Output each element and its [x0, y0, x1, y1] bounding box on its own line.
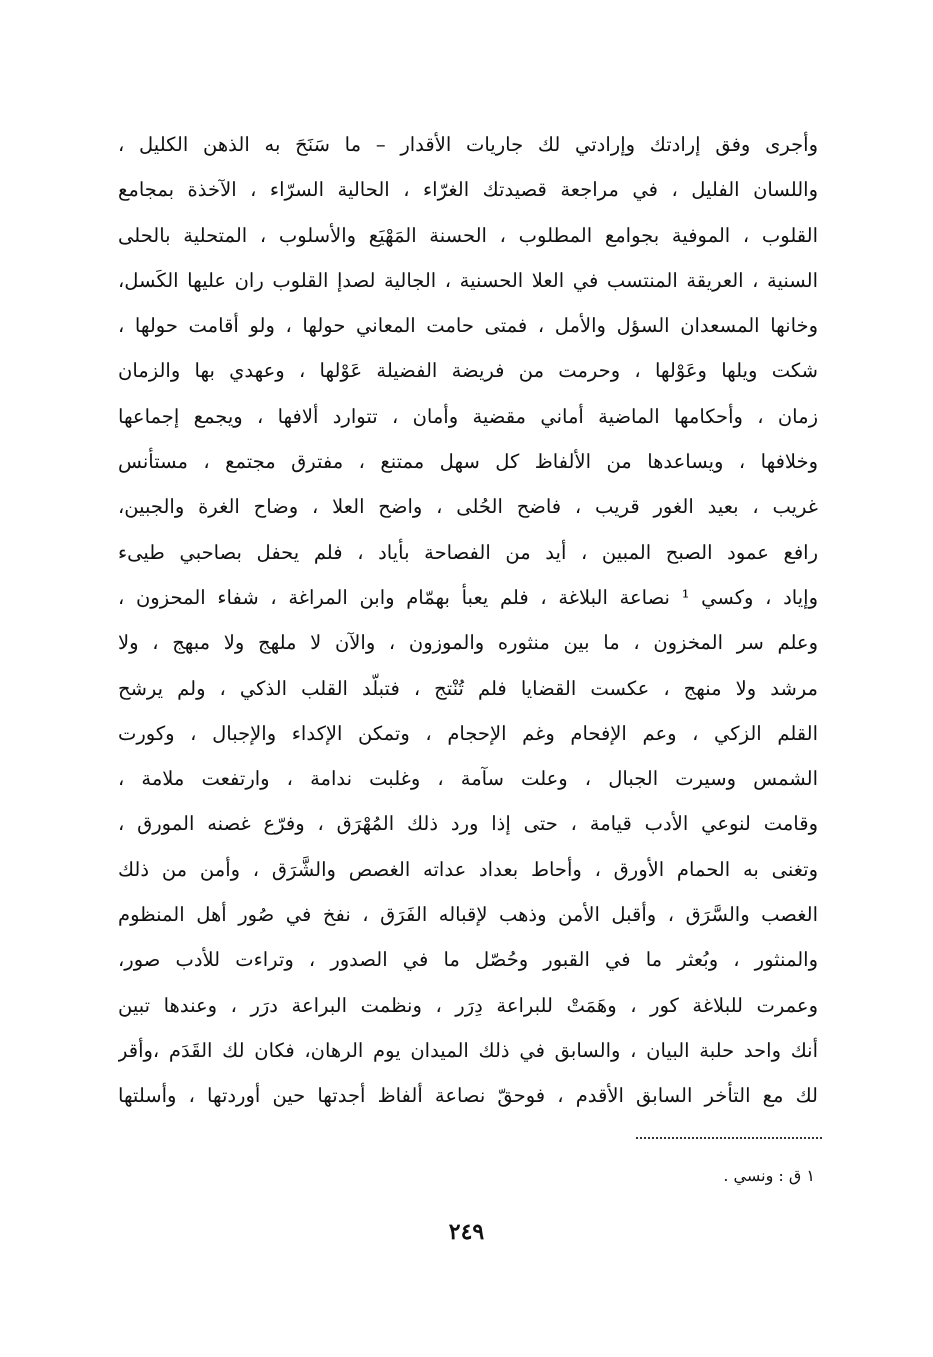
text-line: وتغنى به الحمام الأورق ، وأحاط بعداد عداته الغصص والشَّرَق ، وأمن من ذلك: [118, 857, 818, 881]
footnote-separator: [636, 1137, 822, 1139]
footnote: ١ ق : ونسي .: [723, 1166, 815, 1185]
text-line: والمنثور ، وبُعثر ما في القبور وحُصّل ما في الصدور ، وتراءت للأدب صور،: [118, 948, 818, 972]
text-line: وعلم سر المخزون ، ما بين منثوره والموزون ، والآن لا ملهج ولا مبهج ، ولا: [118, 631, 818, 655]
text-line: زمان ، وأحكامها الماضية أماني مقضية وأمان ، تتوارد ألافها ، ويجمع إجماعها: [118, 404, 818, 428]
text-line: السنية ، العريقة المنتسب في العلا الحسنية ، الجالية لصدإ القلوب ران عليها الكَسل،: [118, 268, 818, 292]
text-line: مرشد ولا منهج ، عكست القضايا فلم تُنْتج ، فتبلّد القلب الذكي ، ولم يرشح: [118, 676, 818, 700]
text-line: وقامت لنوعي الأدب قيامة ، حتى إذا ورد ذلك المُهْرَق ، وفرّع غصنه المورق ،: [118, 812, 818, 836]
page-number: ٢٤٩: [448, 1219, 485, 1245]
text-line: رافع عمود الصبح المبين ، أيد من الفصاحة بأياد ، فلم يحفل بصاحبي طيىء: [118, 540, 818, 564]
text-line: الغصب والسَّرَق ، وأقبل الأمن وذهب لإقباله الفَرَق ، نفخ في صُور أهل المنظوم: [118, 903, 818, 927]
text-line: وخانها المسعدان السؤل والأمل ، فمتى حامت المعاني حولها ، ولو أقامت حولها ،: [118, 314, 818, 338]
text-line: وخلافها ، ويساعدها من الألفاظ كل سهل ممتنع ، مفترق مجتمع ، مستأنس: [118, 450, 818, 474]
text-line: وإياد ، وكسي ¹ نصاعة البلاغة ، فلم يعبأ بهمّام وابن المراغة ، شفاء المحزون ،: [118, 585, 818, 609]
text-line: شكت ويلها وعَوْلها ، وحرمت من فريضة الفضيلة عَوْلها ، وعهدي بها والزمان: [118, 359, 818, 383]
text-line: الشمس وسيرت الجبال ، وعلت سآمة ، وغلبت ندامة ، وارتفعت ملامة ،: [118, 767, 818, 791]
body-text: [118, 122, 818, 1119]
text-line: وعمرت للبلاغة كور ، وهَمَتْ للبراعة دِرَر ، ونظمت البراعة درَر ، وعندها تبين: [118, 993, 818, 1017]
text-line: القلم الزكي ، وعم الإفحام وغم الإحجام ، وتمكن الإكداء والإجبال ، وكورت: [118, 721, 818, 745]
text-line: القلوب ، الموفية بجوامع المطلوب ، الحسنة المَهْيَع والأسلوب ، المتحلية بالحلى: [118, 223, 818, 247]
text-line: غريب ، بعيد الغور قريب ، فاضح الحُلى ، واضح العلا ، وضاح الغرة والجبين،: [118, 495, 818, 519]
text-line: وأجرى وفق إرادتك وإرادتي لك جاريات الأقدار – ما سَنَحَ به الذهن الكليل ،: [118, 133, 818, 156]
text-line: واللسان الفليل ، في مراجعة قصيدتك الغرّاء ، الحالية السرّاء ، الآخذة بمجامع: [118, 178, 818, 202]
text-line: لك مع التأخر السابق الأقدم ، فوحقّ نصاعة ألفاظ أجدتها حين أوردتها ، وأسلتها: [118, 1084, 818, 1108]
text-line: أنك واحد حلبة البيان ، والسابق في ذلك الميدان يوم الرهان، فكان لك القَدَم ،وأقر: [118, 1038, 818, 1062]
